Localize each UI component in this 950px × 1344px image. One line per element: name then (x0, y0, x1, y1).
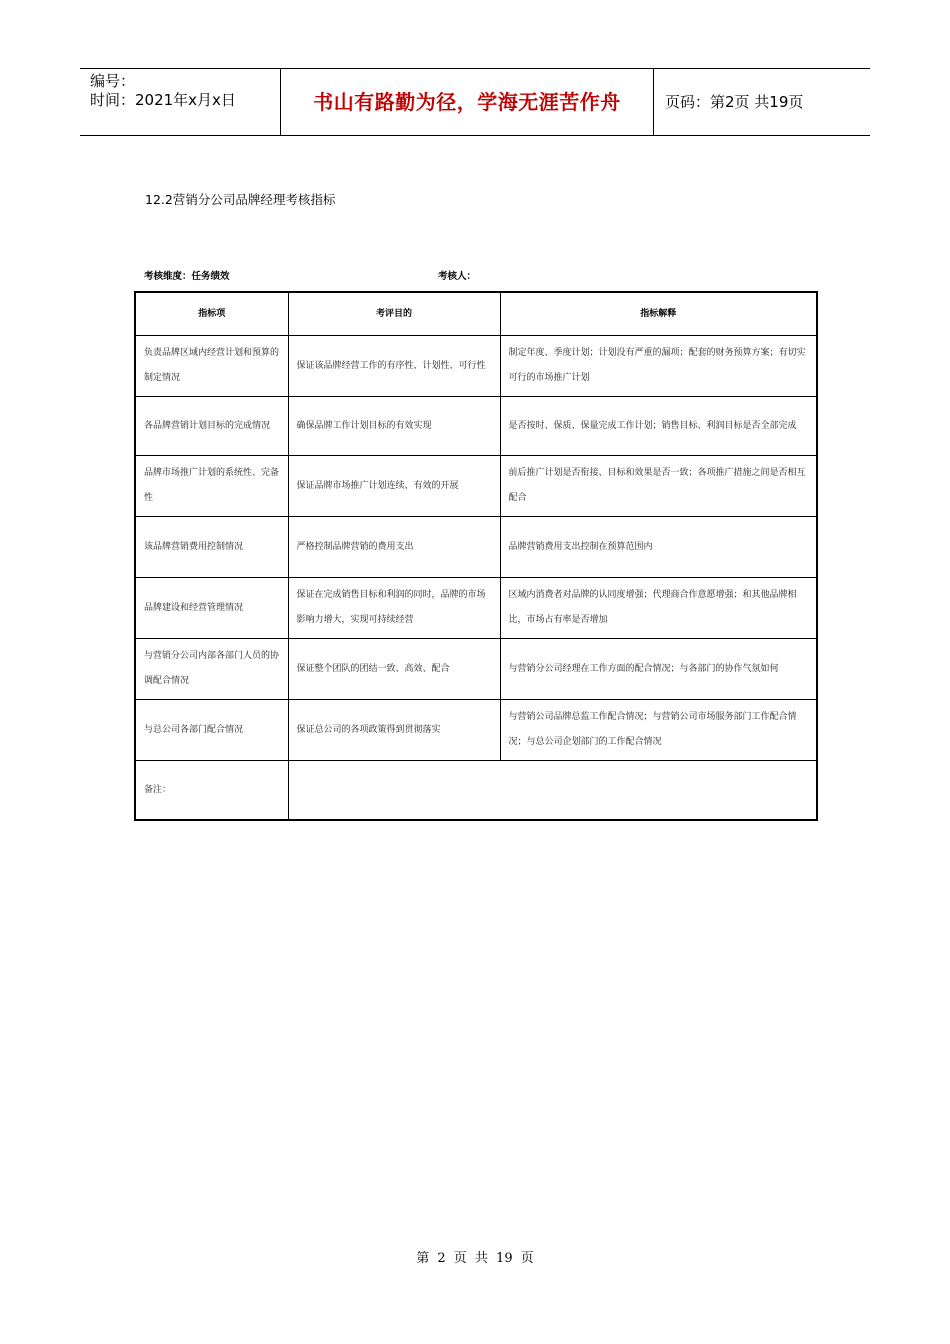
table-row (135, 700, 817, 761)
table-cell: 与总公司各部门配合情况 (135, 700, 288, 761)
section-title: 12.2营销分公司品牌经理考核指标 (145, 192, 336, 207)
doc-number-label: 编号： (90, 72, 136, 90)
column-header-purpose: 考评目的 (288, 292, 500, 336)
table-cell: 与营销分公司内部各部门人员的协调配合情况 (135, 639, 288, 700)
table-cell: 品牌营销费用支出控制在预算范围内 (500, 517, 817, 578)
reviewer-label: 考核人： (438, 271, 477, 282)
kpi-table (134, 291, 818, 821)
table-cell: 保证整个团队的团结一致、高效、配合 (288, 639, 500, 700)
table-row (135, 336, 817, 397)
table-row (135, 456, 817, 517)
table-cell: 确保品牌工作计划目标的有效实现 (288, 397, 500, 456)
document-header (80, 68, 870, 136)
table-cell: 保证品牌市场推广计划连续、有效的开展 (288, 456, 500, 517)
remark-value (288, 761, 817, 821)
table-cell: 区域内消费者对品牌的认同度增强；代理商合作意愿增强；和其他品牌相比，市场占有率是否增加 (500, 578, 817, 639)
table-cell: 品牌市场推广计划的系统性、完备性 (135, 456, 288, 517)
table-cell: 是否按时、保质、保量完成工作计划；销售目标、利润目标是否全部完成 (500, 397, 817, 456)
header-motto: 书山有路勤为径，学海无涯苦作舟 (281, 69, 654, 135)
table-cell: 负责品牌区域内经营计划和预算的制定情况 (135, 336, 288, 397)
header-page-label: 页码：第2页 共19页 (665, 93, 804, 111)
table-cell: 各品牌营销计划目标的完成情况 (135, 397, 288, 456)
table-cell: 保证该品牌经营工作的有序性、计划性、可行性 (288, 336, 500, 397)
table-cell: 与营销分公司经理在工作方面的配合情况；与各部门的协作气氛如何 (500, 639, 817, 700)
table-cell: 品牌建设和经营管理情况 (135, 578, 288, 639)
table-cell: 该品牌营销费用控制情况 (135, 517, 288, 578)
table-row (135, 517, 817, 578)
table-cell: 制定年度、季度计划；计划没有严重的漏项；配套的财务预算方案；有切实可行的市场推广计划 (500, 336, 817, 397)
column-header-explanation: 指标解释 (500, 292, 817, 336)
remark-row (135, 761, 817, 821)
table-cell: 保证在完成销售目标和利润的同时，品牌的市场影响力增大，实现可持续经营 (288, 578, 500, 639)
assessment-dimension: 考核维度：任务绩效 (144, 271, 230, 282)
table-cell: 前后推广计划是否衔接、目标和效果是否一致；各项推广措施之间是否相互配合 (500, 456, 817, 517)
table-row (135, 578, 817, 639)
table-cell: 保证总公司的各项政策得到贯彻落实 (288, 700, 500, 761)
remark-label: 备注： (135, 761, 288, 821)
column-header-indicator: 指标项 (135, 292, 288, 336)
table-cell: 与营销公司品牌总监工作配合情况；与营销公司市场服务部门工作配合情况；与总公司企划部门的工作配合情况 (500, 700, 817, 761)
page-footer: 第 2 页 共 19 页 (416, 1251, 534, 1266)
table-cell: 严格控制品牌营销的费用支出 (288, 517, 500, 578)
doc-time-label: 时间：2021年x月x日 (90, 91, 236, 109)
table-row (135, 639, 817, 700)
table-header-row (135, 292, 817, 336)
header-info-cell (80, 69, 281, 135)
table-row (135, 397, 817, 456)
